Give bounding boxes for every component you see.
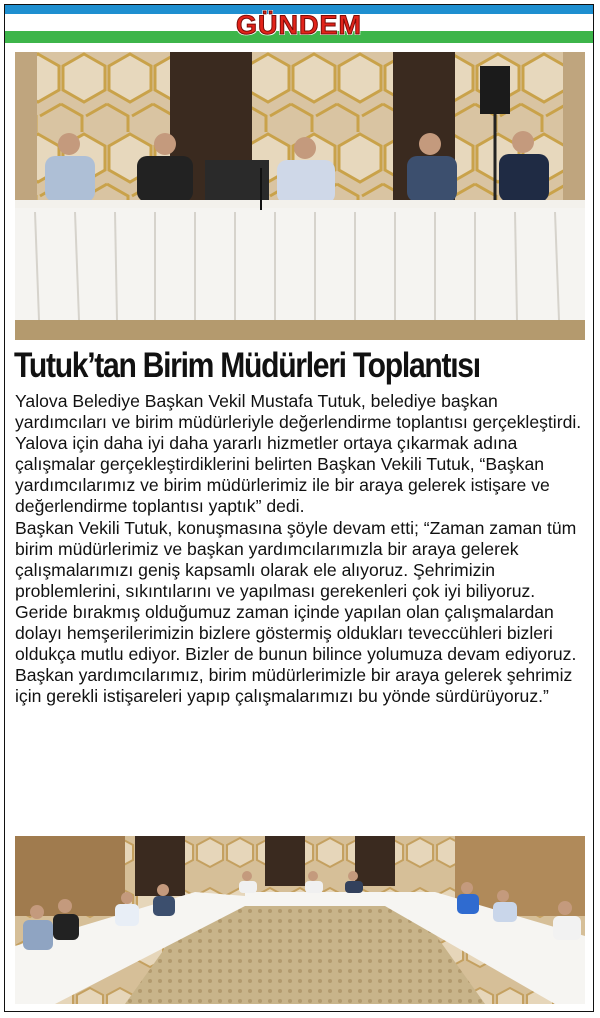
- article-paragraph: Başkan Vekili Tutuk, konuşmasına şöyle devam etti; “Zaman zaman tüm birim müdürlerimiz ve başkan yardımcılarımızla bir araya gelerek çalışmalarımızı geniş kapsamlı olarak ele alıyoruz. Şehrimizin problemlerini, sıkıntılarını ve yapılması gerekenleri çok iyi biliyoruz. Geride bırakmış olduğumuz zaman içinde yapılan olan çalışmalardan dolayı hemşerilerimizin bizlere göstermiş oldukları teveccühleri bizleri oldukça mutlu ediyor. Bizler de bunun bilince yolumuza devam ediyoruz. Başkan yardımcılarımız, birim müdürlerimizle bir araya gelerek şehrimiz için gerekli istişareleri yapıp çalışmalarımızı bu yönde sürdürüyoruz.”: [15, 517, 577, 707]
- article-headline: Tutuk’tan Birim Müdürleri Toplantısı: [14, 346, 480, 385]
- article-paragraph: Yalova için daha iyi daha yararlı hizmetler ortaya çıkarmak adına çalışmalar gerçekleştirdiklerini belirten Başkan Vekili Tutuk, “Başkan yardımcılarımız ve birim müdürlerimiz ile bir araya gelerek istişare ve değerlendirme toplantısı yaptık” dedi.: [15, 433, 550, 517]
- meeting-photo-top-image: [15, 52, 585, 340]
- article-paragraph: Yalova Belediye Başkan Vekil Mustafa Tutuk, belediye başkan yardımcıları ve birim müdürleriyle değerlendirme toplantısı gerçekleştirdi.: [15, 391, 582, 433]
- article-body: [15, 391, 590, 707]
- meeting-photo-bottom: [15, 836, 585, 1004]
- section-label: GÜNDEM: [236, 10, 362, 40]
- meeting-photo-top: [15, 52, 585, 340]
- section-header: [5, 5, 593, 43]
- meeting-photo-bottom-image: [15, 836, 585, 1004]
